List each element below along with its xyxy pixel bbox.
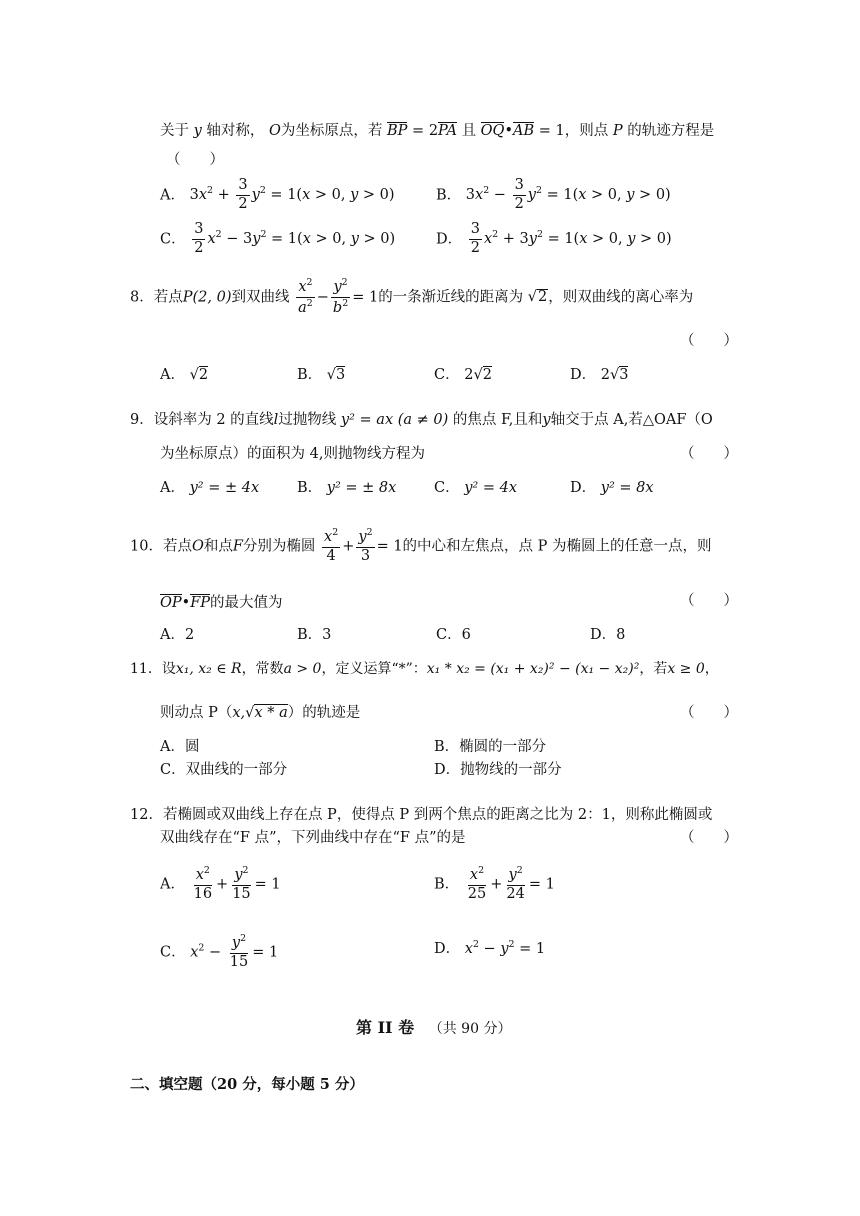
vector-pa: PA [438,123,457,139]
q10-line2: OP•FP的最大值为 [160,595,283,611]
q8-option-b: B． √3 [297,367,346,383]
section-title-sub: （共 90 分） [428,1021,512,1037]
q8-text: 到双曲线 [231,289,290,306]
q10-option-c: C．6 [436,627,471,643]
q7-var-o: O [269,123,281,139]
vector-op: OP [160,595,182,611]
q8-option-d: D． 2√3 [570,367,629,383]
q9-option-b: B． y² = ± 8x [297,480,397,496]
q7-text: 为坐标原点，若 [280,123,383,139]
q9-line1: 9．设斜率为 2 的直线l过抛物线 y² = ax (a ≠ 0) 的焦点 F,且和y轴交于点 A,若△OAF（O [130,412,713,428]
q9-option-c: C． y² = 4x [434,480,517,496]
q9-line2: 为坐标原点）的面积为 4,则抛物线方程为 [160,446,425,462]
q10-option-d: D．8 [590,627,626,643]
vector-bp: BP [387,123,408,139]
q12-line2: 双曲线存在“F 点”，下列曲线中存在“F 点”的是 [160,830,466,846]
q12-answer-paren: （ ） [680,830,738,846]
section-title-main: 第 II 卷 [356,1018,415,1037]
q8-answer-paren: （ ） [680,333,738,349]
section-title [356,1020,511,1037]
q8-text: ，则双曲线的离心率为 [548,289,694,306]
q7-option-d: D． $\frac{3}{2}$ $x^2 + 3y^2 = 1(x > 0$, y > 0) [436,221,672,256]
q7-option-b: B． $3x^2$ − $\frac{3}{2}$ $y^2 = 1(x > 0$, y > 0) [436,177,671,212]
q12-option-a: A． $\frac{x^2}{16}$ + $\frac{y^2}{15}$ = 1 [160,865,281,902]
option-label: A． [160,187,185,204]
q7-option-c: C． $\frac{3}{2}$ $x^2 - 3y^2 = 1(x > 0$, y > 0) [160,221,396,256]
q7-answer-paren: （ ） [166,152,224,168]
q11-option-c: C．双曲线的一部分 [160,762,288,778]
q7-var-y: y [193,123,202,139]
point-p: P(2, 0) [182,289,232,306]
q8-option-a: A． √2 [160,367,209,383]
q8-option-c: C． 2√2 [434,367,492,383]
q7-var-p: P [612,123,623,139]
q7-text: 的轨迹方程是 [627,123,715,139]
q7-text: = 1 [534,123,565,139]
q12-line1: 12．若椭圆或双曲线上存在点 P，使得点 P 到两个焦点的距离之比为 2：1，则称此椭圆或 [130,807,713,823]
q9-option-d: D． y² = 8x [570,480,654,496]
q9-option-a: A． y² = ± 4x [160,480,260,496]
q7-stem [160,122,714,139]
q7-option-a: A． $3x^2$ + $\frac{3}{2}$ $y^2 = 1(x > 0$, y > 0) [160,177,395,212]
q10-option-b: B．3 [297,627,332,643]
vector-fp: FP [190,595,211,611]
parabola-equation: y² = ax (a ≠ 0) [340,412,449,428]
q10-answer-paren: （ ） [680,593,738,609]
option-label: B． [436,187,462,204]
q7-text: 轴对称， [206,123,265,139]
q7-text: ，则点 [564,123,609,139]
dot-operator: • [504,123,514,139]
q8-stem: 8．若点P(2, 0)到双曲线 $\frac{x^2}{a^2}$ − $\frac{y^2}{b^2}$ = 1的一条渐近线的距离为 √2，则双曲线的离心率为 [130,277,694,316]
q7-text: 关于 [160,123,189,139]
q11-option-a: A．圆 [160,739,200,755]
q11-option-b: B．椭圆的一部分 [434,739,547,755]
vector-ab: AB [513,123,535,139]
q9-answer-paren: （ ） [680,446,738,462]
q11-line2: 则动点 P（x,√x * a）的轨迹是 [160,705,361,721]
q12-option-b: B． $\frac{x^2}{25}$ + $\frac{y^2}{24}$ = 1 [434,865,555,902]
q8-text: 8．若点 [130,289,183,306]
q11-option-d: D．抛物线的一部分 [434,762,562,778]
q11-answer-paren: （ ） [680,705,738,721]
q12-option-d: D． $x^2 - y^2 = 1$ [434,939,546,957]
q10-option-a: A．2 [160,627,195,643]
sqrt-2: √2 [527,289,548,306]
option-label: C． [160,231,186,248]
option-label: D． [436,231,463,248]
q10-line1: 10．若点O和点F分别为椭圆 $\frac{x^2}{4}$ + $\frac{y^2}{3}$ = 1的中心和左焦点，点 P 为椭圆上的任意一点，则 [130,527,712,564]
q11-line1: 11．设x₁, x₂ ∈ R，常数a > 0，定义运算“*”：x₁ * x₂ = (x₁ + x₂)² − (x₁ − x₂)²，若x ≥ 0， [130,661,719,677]
part-heading: 二、填空题（20 分，每小题 5 分） [130,1076,364,1093]
vector-oq: OQ [480,123,505,139]
q12-option-c: C． $x^2$ − $\frac{y^2}{15}$ = 1 [160,933,279,970]
q8-text: 的一条渐近线的距离为 [378,289,524,306]
q7-text: 且 [461,123,477,139]
q7-text: = 2 [407,123,439,139]
